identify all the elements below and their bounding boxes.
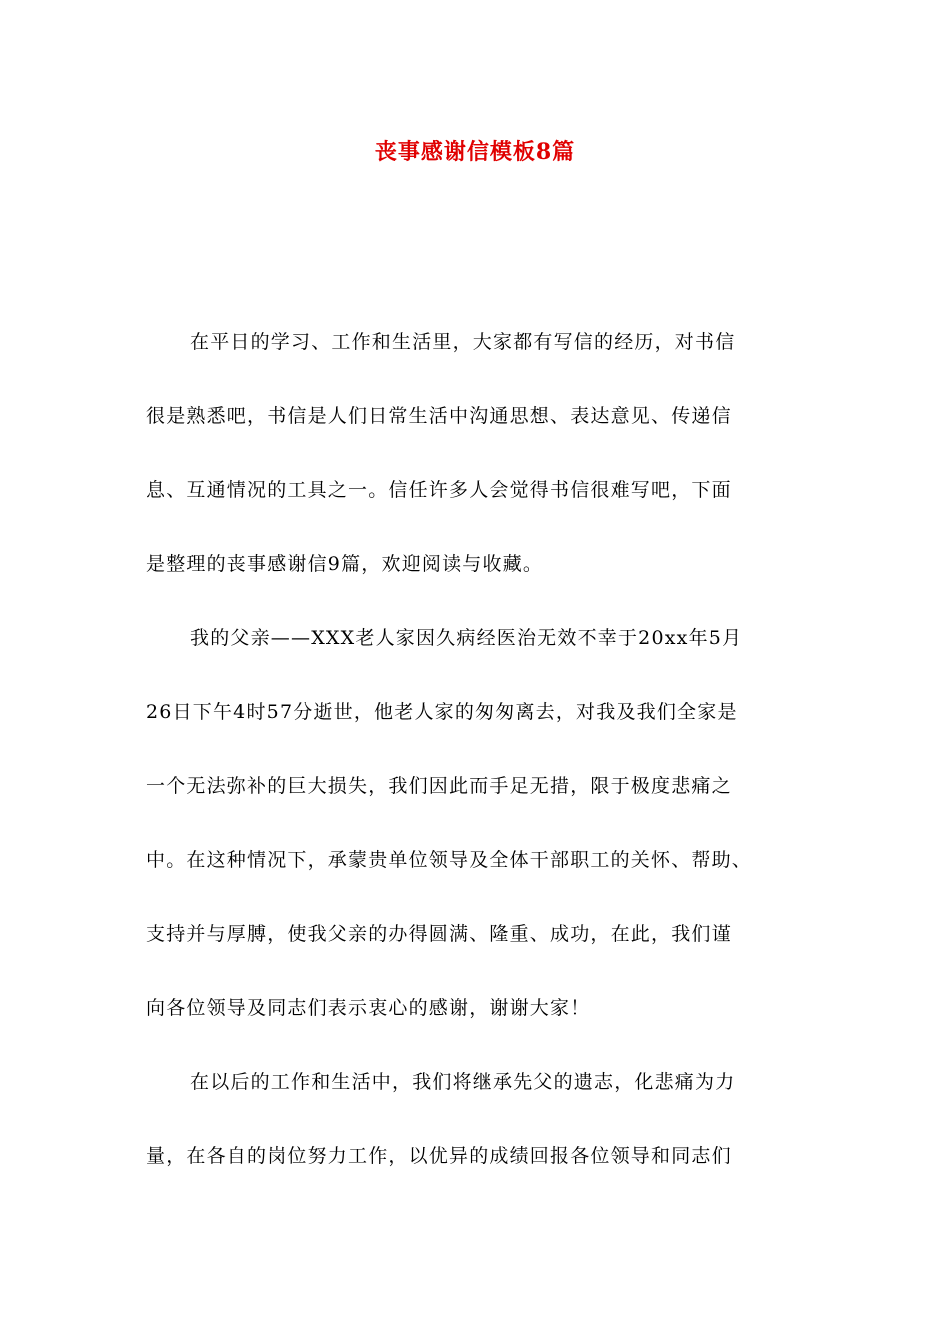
paragraph-2-line-6: 向各位领导及同志们表示衷心的感谢，谢谢大家！ xyxy=(146,997,591,1019)
paragraph-3-line-1: 在以后的工作和生活中，我们将继承先父的遗志，化悲痛为力 xyxy=(190,1071,736,1093)
paragraph-2-line-3: 一个无法弥补的巨大损失，我们因此而手足无措，限于极度悲痛之 xyxy=(146,775,732,797)
paragraph-2-line-2: 26日下午4时57分逝世，他老人家的匆匆离去，对我及我们全家是 xyxy=(146,701,738,723)
paragraph-1-line-4: 是整理的丧事感谢信9篇，欢迎阅读与收藏。 xyxy=(146,553,544,575)
paragraph-1-line-3: 息、互通情况的工具之一。信任许多人会觉得书信很难写吧，下面 xyxy=(146,479,732,501)
document-body xyxy=(146,322,814,1210)
paragraph-1-line-1: 在平日的学习、工作和生活里，大家都有写信的经历，对书信 xyxy=(190,331,736,353)
paragraph-2-line-4: 中。在这种情况下，承蒙贵单位领导及全体干部职工的关怀、帮助、 xyxy=(146,849,753,871)
paragraph-3-line-2: 量，在各自的岗位努力工作，以优异的成绩回报各位领导和同志们 xyxy=(146,1145,732,1167)
paragraph-2-line-5: 支持并与厚膊，使我父亲的办得圆满、隆重、成功，在此，我们谨 xyxy=(146,923,732,945)
document-title: 丧事感谢信模板8篇 xyxy=(374,139,576,165)
paragraph-1-line-2: 很是熟悉吧，书信是人们日常生活中沟通思想、表达意见、传递信 xyxy=(146,405,732,427)
paragraph-2-line-1: 我的父亲——XXX老人家因久病经医治无效不幸于20xx年5月 xyxy=(190,627,743,649)
